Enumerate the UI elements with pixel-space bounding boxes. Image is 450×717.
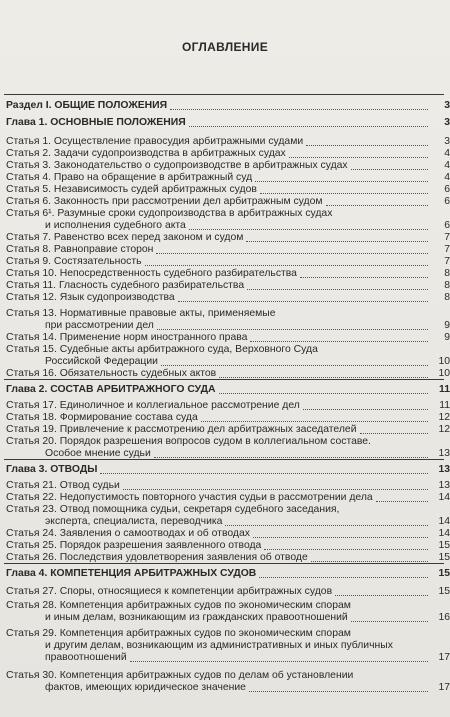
dot-leader: [219, 393, 428, 394]
toc-entry-page: 10: [438, 356, 450, 367]
divider-line: [4, 379, 444, 380]
toc-entry-title: Статья 15. Судебные акты арбитражного суда, Верховного Суда: [6, 344, 318, 355]
dot-leader: [255, 181, 428, 182]
toc-entry-title: правоотношений: [45, 652, 127, 663]
dot-leader: [303, 409, 428, 410]
dot-leader: [161, 365, 428, 366]
dot-leader: [225, 525, 428, 526]
toc-entry-title: Статья 26. Последствия удовлетворения заявления об отводе: [6, 552, 308, 563]
toc-entry-title: Глава 3. ОТВОДЫ: [6, 464, 98, 475]
dot-leader: [246, 241, 428, 242]
dot-leader: [201, 421, 428, 422]
toc-entry-title: Статья 28. Компетенция арбитражных судов по экономическим спорам: [6, 600, 351, 611]
dot-leader: [306, 145, 428, 146]
toc-entry-title: Статья 9. Состязательность: [6, 256, 142, 267]
toc-entry-title: Статья 3. Законодательство о судопроизводстве в арбитражных судах: [6, 160, 348, 171]
divider-line: [4, 459, 444, 460]
toc-entry-page: 3: [444, 136, 450, 147]
dot-leader: [100, 473, 428, 474]
dot-leader: [130, 661, 428, 662]
toc-entry-title: Статья 14. Применение норм иностранного права: [6, 332, 248, 343]
toc-entry-page: 10: [438, 368, 450, 379]
toc-entry-page: 4: [444, 160, 450, 171]
dot-leader: [311, 561, 428, 562]
toc-entry-title: Статья 5. Независимость судей арбитражных судов: [6, 184, 257, 195]
toc-entry-page: 14: [438, 528, 450, 539]
toc-entry-title: Статья 22. Недопустимость повторного участия судьи в рассмотрении дела: [6, 492, 373, 503]
page-title: ОГЛАВЛЕНИЕ: [181, 40, 268, 54]
toc-entry-page: 6: [444, 220, 450, 231]
dot-leader: [123, 489, 428, 490]
toc-entry-page: 12: [438, 412, 450, 423]
toc-entry-page: 15: [438, 552, 450, 563]
toc-entry-page: 4: [444, 172, 450, 183]
toc-entry-title: Статья 19. Привлечение к рассмотрению дел арбитражных заседателей: [6, 424, 357, 435]
dot-leader: [253, 537, 428, 538]
toc-entry-title: Статья 30. Компетенция арбитражных судов по делам об установлении: [6, 670, 354, 681]
toc-entry-title: Особое мнение судьи: [45, 448, 151, 459]
divider-line: [4, 94, 444, 95]
toc-entry-title: Статья 23. Отвод помощника судьи, секретаря судебного заседания,: [6, 504, 340, 515]
toc-entry-title: Российской Федерации: [45, 356, 158, 367]
dot-leader: [300, 277, 428, 278]
toc-entry-title: Раздел I. ОБЩИЕ ПОЛОЖЕНИЯ: [6, 100, 168, 111]
toc-entry-page: 14: [438, 516, 450, 527]
toc-entry-title: Статья 6. Законность при рассмотрении дел арбитражным судом: [6, 196, 323, 207]
toc-entry-page: 6: [444, 184, 450, 195]
toc-entry-page: 9: [444, 320, 450, 331]
toc-entry-title: Статья 17. Единоличное и коллегиальное рассмотрение дел: [6, 400, 300, 411]
toc-entry-title: Статья 2. Задачи судопроизводства в арбитражных судах: [6, 148, 286, 159]
toc-entry-title: Статья 8. Равноправие сторон: [6, 244, 154, 255]
dot-leader: [326, 205, 428, 206]
toc-entry-title: Статья 6¹. Разумные сроки судопроизводства в арбитражных судах: [6, 208, 333, 219]
toc-entry-page: 3: [444, 117, 450, 128]
dot-leader: [145, 265, 428, 266]
toc-entry-page: 8: [444, 268, 450, 279]
dot-leader: [157, 329, 428, 330]
dot-leader: [249, 691, 428, 692]
toc-entry-title: и исполнения судебного акта: [45, 220, 186, 231]
dot-leader: [247, 289, 428, 290]
toc-entry-title: эксперта, специалиста, переводчика: [45, 516, 223, 527]
toc-entry-title: и другим делам, возникающим из административных и иных публичных: [45, 640, 393, 651]
toc-entry-title: Глава 2. СОСТАВ АРБИТРАЖНОГО СУДА: [6, 384, 216, 395]
toc-entry-title: и иным делам, возникающим из гражданских правоотношений: [45, 612, 348, 623]
toc-entry-title: фактов, имеющих юридическое значение: [45, 682, 246, 693]
toc-entry-title: Статья 20. Порядок разрешения вопросов судом в коллегиальном составе.: [6, 436, 371, 447]
dot-leader: [189, 229, 428, 230]
dot-leader: [360, 433, 428, 434]
toc-entry-title: Статья 1. Осуществление правосудия арбитражными судами: [6, 136, 304, 147]
toc-entry-title: Статья 24. Заявления о самоотводах и об отводах: [6, 528, 250, 539]
toc-entry-page: 11: [439, 400, 450, 411]
toc-entry-title: Статья 13. Нормативные правовые акты, применяемые: [6, 308, 276, 319]
dot-leader: [376, 501, 428, 502]
toc-entry-title: Глава 4. КОМПЕТЕНЦИЯ АРБИТРАЖНЫХ СУДОВ: [6, 568, 257, 579]
dot-leader: [351, 169, 428, 170]
toc-entry-page: 13: [438, 464, 450, 475]
toc-entry-page: 7: [444, 256, 450, 267]
dot-leader: [156, 253, 428, 254]
dot-leader: [189, 126, 428, 127]
toc-entry-page: 4: [444, 148, 450, 159]
toc-entry-title: Статья 11. Гласность судебного разбирательства: [6, 280, 245, 291]
dot-leader: [259, 577, 428, 578]
divider-line: [4, 563, 444, 564]
toc-entry-title: Статья 27. Споры, относящиеся к компетенции арбитражных судов: [6, 586, 333, 597]
toc-entry-title: Статья 12. Язык судопроизводства: [6, 292, 175, 303]
dot-leader: [264, 549, 428, 550]
dot-leader: [219, 377, 428, 378]
toc-entry-page: 8: [444, 292, 450, 303]
toc-entry-title: Статья 10. Непосредственность судебного разбирательства: [6, 268, 297, 279]
toc-entry-page: 12: [438, 424, 450, 435]
dot-leader: [250, 341, 428, 342]
toc-entry-page: 17: [438, 652, 450, 663]
toc-entry-page: 15: [438, 586, 450, 597]
toc-entry-page: 8: [444, 280, 450, 291]
toc-entry-page: 13: [438, 448, 450, 459]
toc-entry-page: 6: [444, 196, 450, 207]
dot-leader: [178, 301, 428, 302]
dot-leader: [170, 109, 428, 110]
toc-entry-title: Статья 18. Формирование состава суда: [6, 412, 198, 423]
toc-entry-title: Статья 21. Отвод судьи: [6, 480, 120, 491]
toc-entry-title: Статья 29. Компетенция арбитражных судов по экономическим спорам: [6, 628, 351, 639]
toc-entry-title: Статья 7. Равенство всех перед законом и судом: [6, 232, 244, 243]
dot-leader: [154, 457, 428, 458]
toc-entry-page: 14: [438, 492, 450, 503]
toc-entry-title: Статья 4. Право на обращение в арбитражный суд: [6, 172, 253, 183]
toc-entry-title: Глава 1. ОСНОВНЫЕ ПОЛОЖЕНИЯ: [6, 117, 186, 128]
toc-entry-page: 15: [438, 540, 450, 551]
toc-entry-title: при рассмотрении дел: [45, 320, 154, 331]
toc-entry-page: 7: [444, 232, 450, 243]
toc-entry-page: 17: [438, 682, 450, 693]
toc-entry-page: 15: [438, 568, 450, 579]
dot-leader: [260, 193, 428, 194]
toc-entry-page: 7: [444, 244, 450, 255]
toc-entry-title: Статья 25. Порядок разрешения заявленного отвода: [6, 540, 262, 551]
toc-entry-page: 13: [438, 480, 450, 491]
toc-entry-page: 9: [444, 332, 450, 343]
dot-leader: [351, 621, 428, 622]
toc-entry-title: Статья 16. Обязательность судебных актов: [6, 368, 217, 379]
toc-entry-page: 16: [438, 612, 450, 623]
dot-leader: [289, 157, 428, 158]
toc-entry-page: 3: [444, 100, 450, 111]
dot-leader: [335, 595, 428, 596]
toc-entry-page: 11: [439, 384, 450, 395]
